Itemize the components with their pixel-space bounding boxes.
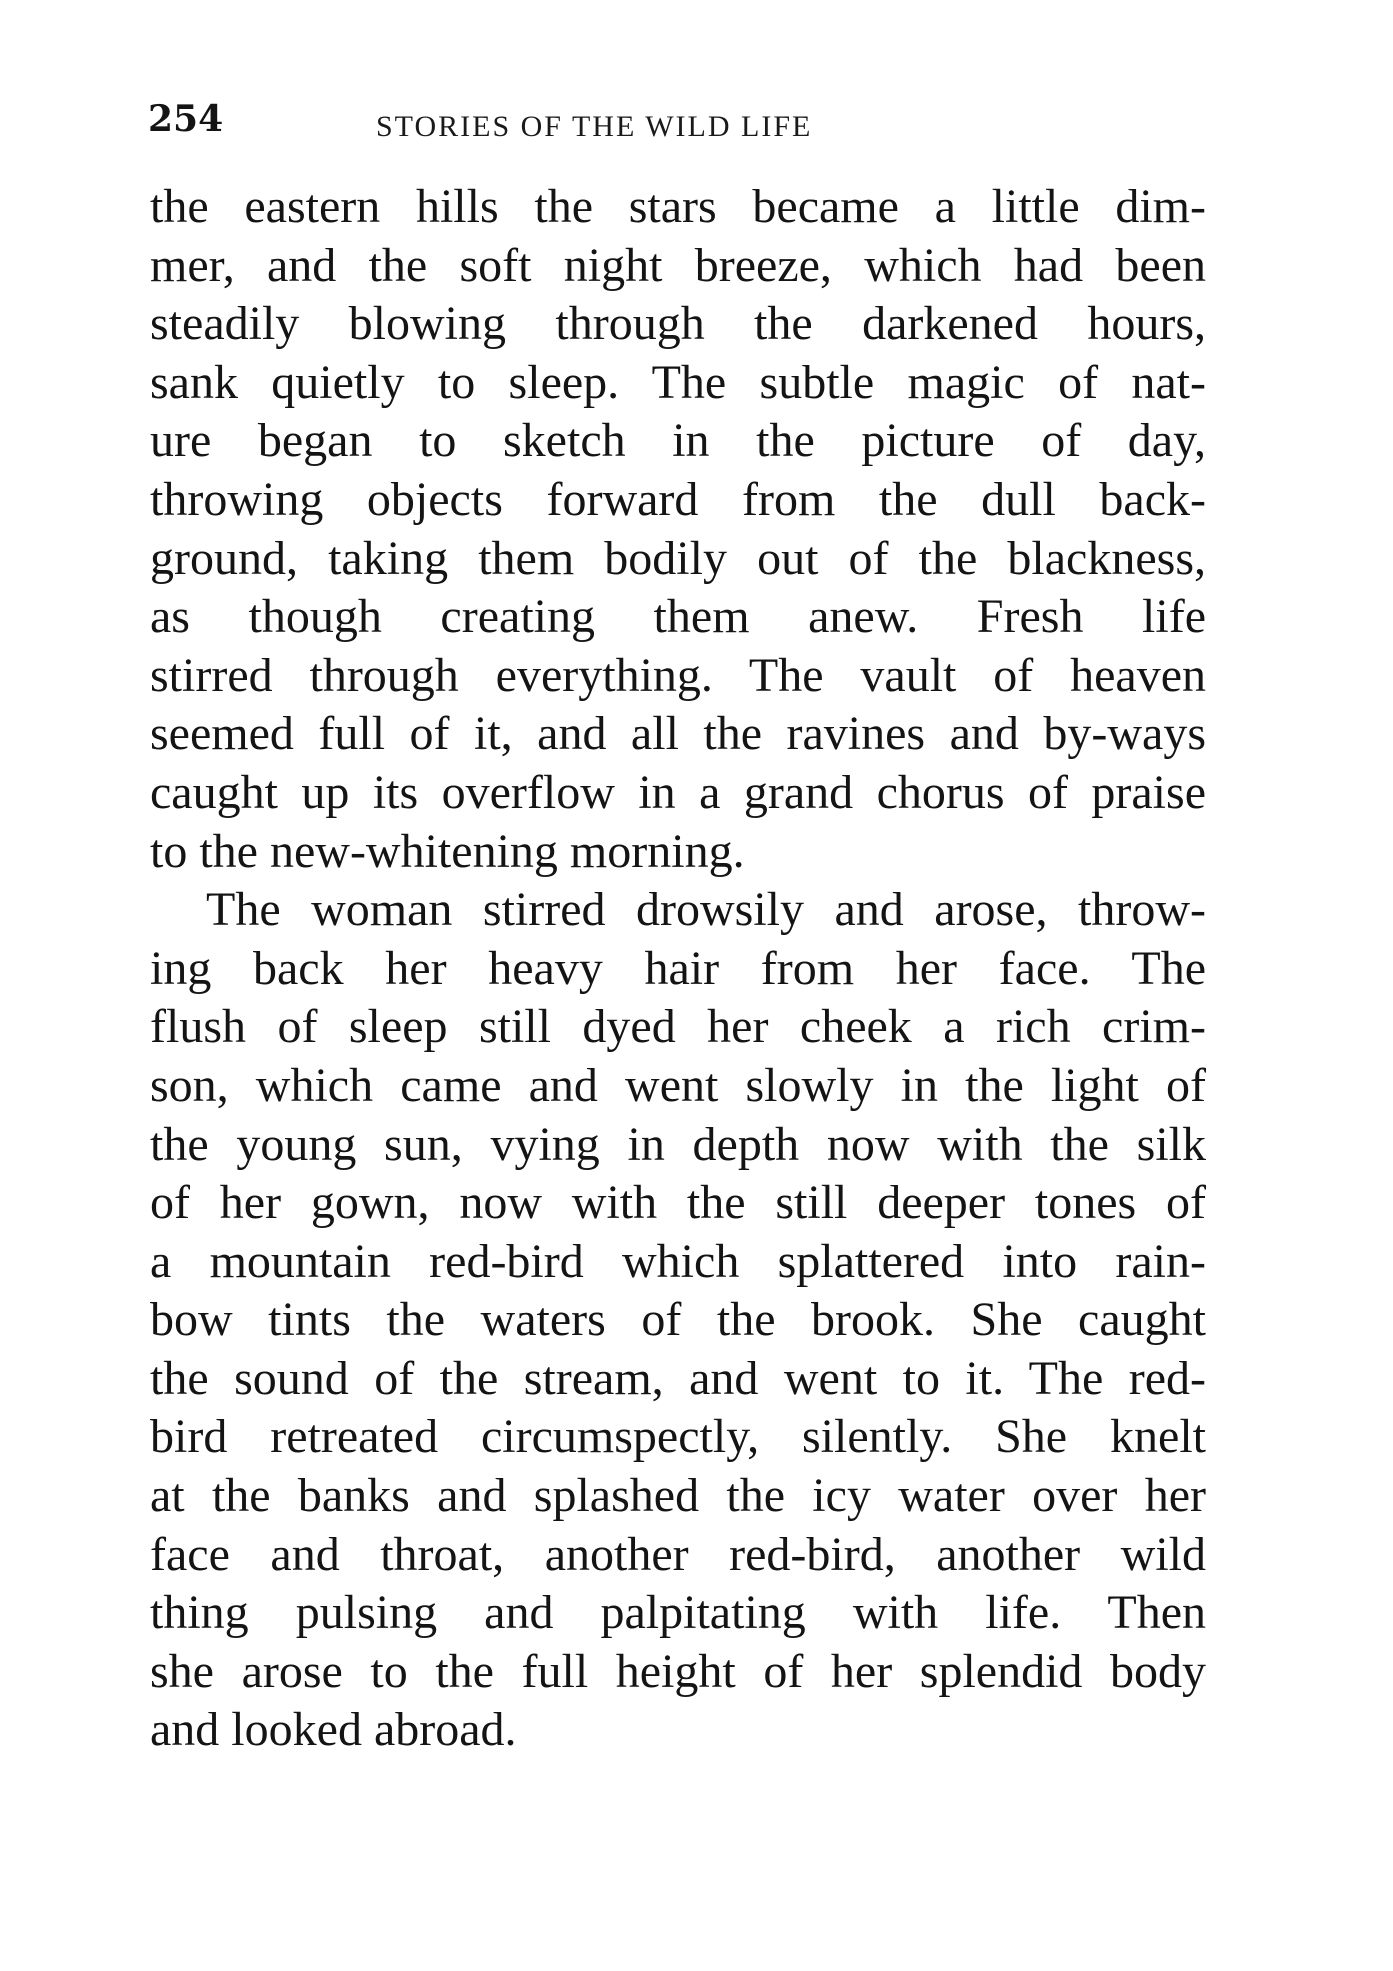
text-line: bird retreated circumspectly, silently. She knelt	[150, 1410, 1206, 1464]
text-line: the eastern hills the stars became a little dim-	[150, 180, 1206, 233]
text-line: at the banks and splashed the icy water over her	[150, 1469, 1206, 1523]
text-line: stirred through everything. The vault of heaven	[150, 648, 1206, 702]
text-line: ing back her heavy hair from her face. The	[150, 941, 1206, 995]
text-line: of her gown, now with the still deeper tones of	[150, 1176, 1206, 1230]
text-line: the sound of the stream, and went to it. The red-	[150, 1351, 1206, 1405]
text-line: son, which came and went slowly in the light of	[150, 1058, 1206, 1112]
text-line: sank quietly to sleep. The subtle magic of nat-	[150, 355, 1206, 409]
text-line: thing pulsing and palpitating with life. Then	[150, 1586, 1206, 1640]
paragraph-2	[150, 881, 1206, 1760]
text-line: flush of sleep still dyed her cheek a rich crim-	[150, 1000, 1206, 1054]
text-line: to the new-whitening morning.	[150, 824, 745, 878]
text-line: ground, taking them bodily out of the blackness,	[150, 531, 1206, 585]
text-line: face and throat, another red-bird, another wild	[150, 1527, 1206, 1581]
text-line: mer, and the soft night breeze, which had been	[150, 238, 1206, 292]
text-line: the young sun, vying in depth now with the silk	[150, 1117, 1206, 1171]
text-line: The woman stirred drowsily and arose, throw-	[206, 883, 1206, 937]
running-title: STORIES OF THE WILD LIFE	[376, 110, 813, 143]
text-line: as though creating them anew. Fresh life	[150, 590, 1206, 644]
paragraph-1	[150, 178, 1206, 881]
text-line: steadily blowing through the darkened hours,	[150, 297, 1206, 351]
text-line: caught up its overflow in a grand chorus of praise	[150, 765, 1206, 819]
text-line: a mountain red-bird which splattered into rain-	[150, 1234, 1206, 1288]
text-line: ure began to sketch in the picture of day,	[150, 414, 1206, 468]
text-line: she arose to the full height of her splendid body	[150, 1644, 1206, 1698]
body-text	[150, 178, 1206, 1760]
text-line: throwing objects forward from the dull back-	[150, 472, 1206, 526]
text-line: bow tints the waters of the brook. She caught	[150, 1293, 1206, 1347]
text-line: seemed full of it, and all the ravines and by-ways	[150, 707, 1206, 761]
page-number: 254	[148, 98, 224, 140]
page-header	[148, 98, 1208, 148]
text-line: and looked abroad.	[150, 1703, 517, 1757]
